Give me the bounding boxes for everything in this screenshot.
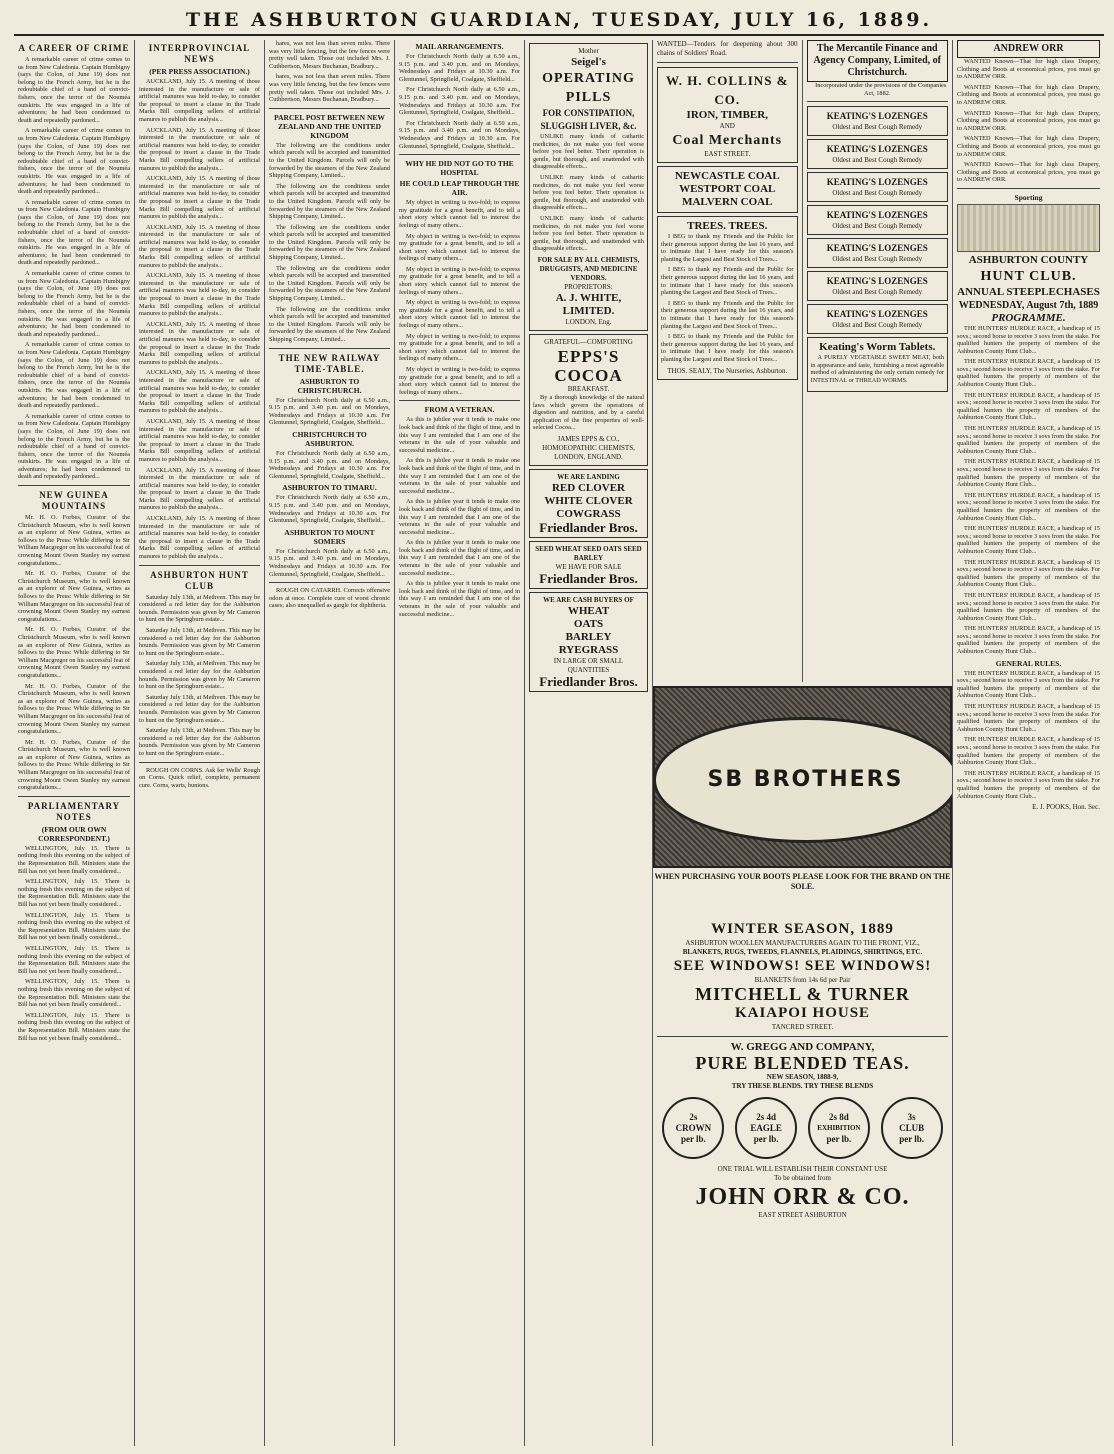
article-subheading: (FROM OUR OWN CORRESPONDENT.) [38, 824, 110, 843]
advert-line: WE ARE LANDING [557, 472, 620, 481]
advert-line: LONDON, Eng. [565, 317, 612, 326]
advert-title: KEATING'S LOZENGES [826, 111, 928, 122]
article-body: AUCKLAND, July 15. A meeting of those interested in the manufacture or sale of artificial manures was held to-day, to consider the proposal to insert a clause in the Trade Marks Bill compelling sellers of artificial manures to publish the analysis... [139, 272, 260, 318]
tea-unit: per lb. [680, 1133, 706, 1144]
column-8 [952, 40, 1104, 1446]
divider [139, 762, 260, 763]
advert-line: NEWCASTLE COAL [674, 170, 780, 182]
advert-title: Friedlander Bros. [539, 673, 638, 689]
article-body: AUCKLAND, July 15. A meeting of those interested in the manufacture or sale of artificial manures was held to-day, to consider the proposal to insert a clause in the Trade Marks Bill compelling sellers of artificial manures to publish the analysis... [139, 417, 260, 463]
advert-body: WANTED Known—That for high class Drapery, Clothing and Boots at economical prices, you must go to ANDREW ORR. [957, 83, 1100, 106]
article-body: The following are the conditions under which parcels will be accepted and transmitted to the United Kingdom. Parcels will only be forwarded by the steamers of the New Zealand Shipping Company, Limited... [269, 223, 390, 262]
tea-blends [657, 1097, 948, 1159]
article-body: My object in writing is two-fold; to express my gratitude for a great benefit, and to tell a short story which cannot fail to interest the feelings of many others... [399, 332, 520, 363]
mitchell-turner-title: MITCHELL & TURNER [695, 984, 910, 1004]
advert-line: Mother [578, 47, 599, 55]
advert-line: BARLEY [565, 630, 612, 643]
right-top [653, 40, 952, 682]
article-body: AUCKLAND, July 15. A meeting of those interested in the manufacture or sale of artificial manures was held to-day, to consider the proposal to insert a clause in the Trade Marks Bill compelling sellers of artificial manures to publish the analysis... [139, 320, 260, 366]
advert-line: WANTED—Tenders for deepening about 300 chains of Soldiers' Road. [657, 40, 798, 57]
keating-advert [807, 304, 949, 334]
timetable-heading: ASHBURTON TO MOUNT SOMERS [284, 527, 375, 546]
advert-body: UNLIKE many kinds of cathartic medicines, do not make you feel worse before you feel better. Their operation is gentle, but thorough, and unattended with disagreeable effects... [533, 214, 644, 253]
divider [957, 188, 1100, 189]
tea-name: CLUB [899, 1122, 925, 1133]
timetable-body: For Christchurch North daily at 6.50 a.m., 9.15 p.m. and 3.40 p.m. and on Mondays, Wednesdays and Fridays at 10.30 a.m. For Glentunnel, Springfield, Coalgate, Sheffield... [269, 494, 390, 525]
hunt-club-line: ASHBURTON COUNTY [968, 253, 1089, 266]
advert-body: Incorporated under the provisions of the Companies Act, 1882. [815, 82, 947, 97]
advert-line: NEW SEASON, 1888-9, [766, 1073, 839, 1081]
advert-title: Friedlander Bros. [539, 519, 638, 535]
advert-line: Seigel's [571, 56, 606, 68]
article-body: WELLINGTON, July 15. There is nothing fresh this evening on the subject of the Representation Bill. Ministers state the Bill has not yet been finally considered... [18, 978, 130, 1009]
programme-body: THE HUNTERS' HURDLE RACE, a handicap of 15 sovs.; second horse to receive 3 sovs from the stake. For qualified hunters the property of members of the Ashburton County Hunt Club... [957, 391, 1100, 422]
section-heading: Sporting [1014, 192, 1043, 202]
article-body: Mr. H. O. Forbes, Curator of the Christchurch Museum, who is well known as an explorer of New Guinea, writes as follows to the Press: While differing to Sir William Macgregor on his successful feat of crowning Mount Owen Stanley my earnest congratulations... [18, 570, 130, 623]
divider [269, 108, 390, 109]
advert-body: WANTED Known—That for high class Drapery, Clothing and Boots at economical prices, you must go to ANDREW ORR. [957, 135, 1100, 158]
programme-body: THE HUNTERS' HURDLE RACE, a handicap of 15 sovs.; second horse to receive 3 sovs from the stake. For qualified hunters the property of members of the Ashburton County Hunt Club... [957, 625, 1100, 656]
advert-body: A PURELY VEGETABLE SWEET MEAT, both in appearance and taste, furnishing a most agreeable method of administering the only certain remedy for INTESTINAL or THREAD WORMS. [810, 354, 944, 384]
advert-line: TANCRED STREET. [771, 1023, 834, 1031]
coal-advert [657, 166, 798, 213]
programme-body: THE HUNTERS' HURDLE RACE, a handicap of 15 sovs.; second horse to receive 3 sovs from the stake. For qualified hunters the property of members of the Ashburton County Hunt Club... [957, 736, 1100, 767]
advert-body: WANTED Known—That for high class Drapery, Clothing and Boots at economical prices, you must go to ANDREW ORR. [957, 58, 1100, 81]
epps-cocoa-advert [529, 334, 648, 466]
article-heading: INTERPROVINCIAL NEWS [148, 43, 251, 64]
article-subheading: (PER PRESS ASSOCIATION.) [149, 67, 250, 76]
advert-body: I BEG to thank my Friends and the Public for their generous support during the last 16 years, and to intimate that I have ready for this season's planting the Largest and Best Stock of Trees... [661, 233, 794, 263]
article-body: WELLINGTON, July 15. There is nothing fresh this evening on the subject of the Representation Bill. Ministers state the Bill has not yet been finally considered... [18, 1011, 130, 1042]
article-body: As this is jubilee year it tends to make one look back and think of the flight of time, and in this way I am reminded that I am one of the veterans in the sale of your valuable and successful medicine... [399, 457, 520, 495]
hunt-club-title: HUNT CLUB. [980, 268, 1077, 284]
article-body: A remarkable career of crime comes to us from New Caledonia. Captain Humbigny (says the Colon, of June 19) does not belong to the French Army, but he is the redoubtable chief of a band of convict-fishers, once the terror of the Nouméa outskirts. He was engaged in a life of adventures; he had been condemned to death and repeatedly pardoned... [18, 127, 130, 196]
programme-body: THE HUNTERS' HURDLE RACE, a handicap of 15 sovs.; second horse to receive 3 sovs from the stake. For qualified hunters the property of members of the Ashburton County Hunt Club... [957, 324, 1100, 355]
article-body: WELLINGTON, July 15. There is nothing fresh this evening on the subject of the Representation Bill. Ministers state the Bill has not yet been finally considered... [18, 878, 130, 908]
advert-line: ONE TRIAL WILL ESTABLISH THEIR CONSTANT USE [717, 1165, 888, 1173]
hunt-illustration [957, 204, 1100, 252]
article-body: For Christchurch North daily at 6.50 a.m., 9.15 p.m. and 3.40 p.m. and on Mondays, Wednesdays and Fridays at 10.30 a.m. For Glentunnel, Springfield, Coalgate, Sheffield... [399, 86, 520, 117]
article-body: Mr. H. O. Forbes, Curator of the Christchurch Museum, who is well known as an explorer of New Guinea, writes as follows to the Press: While differing to Sir William Macgregor on his successful feat of crowning Mount Owen Stanley my earnest congratulations... [18, 514, 130, 567]
advert-line: THOS. SEALY, The Nurseries, Ashburton. [667, 366, 788, 375]
divider [18, 796, 130, 797]
article-body: AUCKLAND, July 15. A meeting of those interested in the manufacture or sale of artificial manures was held to-day, to consider the proposal to insert a clause in the Trade Marks Bill compelling sellers of artificial manures to publish the analysis... [139, 223, 260, 269]
article-heading: FROM A VETERAN. [424, 405, 495, 415]
programme-body: THE HUNTERS' HURDLE RACE, a handicap of 15 sovs.; second horse to receive 3 sovs from the stake. For qualified hunters the property of members of the Ashburton County Hunt Club... [957, 769, 1100, 800]
article-heading: WHY HE DID NOT GO TO THE HOSPITAL [405, 159, 514, 178]
article-body: As this is jubilee year it tends to make one look back and think of the flight of time, and in this way I am reminded that I am one of the veterans in the sale of your valuable and successful medicine... [399, 498, 520, 536]
advert-line: WHITE CLOVER [544, 494, 633, 507]
advert-title: ANDREW ORR [957, 40, 1100, 58]
article-body: A remarkable career of crime comes to us from New Caledonia. Captain Humbigny (says the Colon, of June 19) does not belong to the French Army, but he is the redoubtable chief of a band of convict-fishers, once the terror of the Nouméa outskirts. He was engaged in a life of adventures; he had been condemned to death and repeatedly pardoned... [18, 341, 130, 410]
advert-line: COWGRASS [556, 507, 621, 520]
advert-body: I BEG to thank my Friends and the Public for their generous support during the last 16 years, and to intimate that I have ready for this season's planting the Largest and Best Stock of Trees... [661, 333, 794, 363]
advert-title: KEATING'S LOZENGES [826, 243, 928, 254]
columns [14, 40, 1104, 1446]
advert-title: KEATING'S LOZENGES [826, 276, 928, 287]
divider [269, 582, 390, 583]
advert-line: JAMES EPPS & CO., HOMOEOPATHIC CHEMISTS, LONDON, ENGLAND. [542, 434, 635, 461]
programme-body: THE HUNTERS' HURDLE RACE, a handicap of 15 sovs.; second horse to receive 3 sovs from the stake. For qualified hunters the property of members of the Ashburton County Hunt Club... [957, 358, 1100, 389]
advert-line: TRY THESE BLENDS. TRY THESE BLENDS [731, 1082, 874, 1090]
advert-line: EAST STREET. [704, 150, 751, 158]
advert-line: MALVERN COAL [682, 196, 773, 208]
winter-season-title: WINTER SEASON, 1889 [711, 921, 894, 937]
article-body: WELLINGTON, July 15. There is nothing fresh this evening on the subject of the Representation Bill. Ministers state the Bill has not yet been finally considered... [18, 944, 130, 975]
advert-line: Oldest and Best Cough Remedy [832, 222, 923, 231]
advert-line: Oldest and Best Cough Remedy [832, 156, 923, 165]
keating-advert [807, 106, 949, 136]
keating-advert [807, 238, 949, 268]
advert-line: IRON, TIMBER, [686, 109, 768, 121]
advert-line: A. J. WHITE, LIMITED. [555, 291, 622, 317]
advert-line: WE ARE CASH BUYERS OF [543, 595, 634, 604]
article-body: A remarkable career of crime comes to us from New Caledonia. Captain Humbigny (says the Colon, of June 19) does not belong to the French Army, but he is the redoubtable chief of a band of convict-fishers, once the terror of the Nouméa outskirts. He was engaged in a life of adventures; he had been condemned to death and repeatedly pardoned... [18, 198, 130, 267]
advert-line: BREAKFAST. [567, 384, 610, 393]
article-body: Saturday July 13th, at Methven. This may be considered a red letter day for the Ashburton hounds. Permission was given by Mr Cameron to hunt on the Springburn estate... [139, 593, 260, 624]
timetable-body: For Christchurch North daily at 6.50 a.m., 9.15 p.m. and 3.40 p.m. and on Mondays, Wednesdays and Fridays at 10.30 a.m. For Glentunnel, Springfield, Coalgate, Sheffield... [269, 547, 390, 578]
advert-title: OPERATING PILLS [542, 71, 635, 105]
advert-line: To be obtained from [774, 1174, 831, 1182]
tea-blend-badge [662, 1097, 724, 1159]
article-body: hares, was not less than seven miles. There was very little fencing, but the few fences were pretty well taken. Those out included Mrs. J. Cuthbertson, Messrs Buchanan, Bradbury... [269, 73, 390, 104]
advert-line: ASHBURTON WOOLLEN MANUFACTURERS AGAIN TO THE FRONT, VIZ., [685, 939, 920, 947]
teas-title: PURE BLENDED TEAS. [695, 1053, 910, 1073]
tea-name: EAGLE [750, 1122, 782, 1133]
tea-price: 2s 8d [828, 1111, 849, 1122]
article-body: AUCKLAND, July 15. A meeting of those interested in the manufacture or sale of artificial manures was held to-day, to consider the proposal to insert a clause in the Trade Marks Bill compelling sellers of artificial manures to publish the analysis... [139, 78, 260, 123]
tea-blend-badge [735, 1097, 797, 1159]
advert-line: Oldest and Best Cough Remedy [832, 321, 923, 330]
article-body: AUCKLAND, July 15. A meeting of those interested in the manufacture or sale of artificial manures was held to-day, to consider the proposal to insert a clause in the Trade Marks Bill compelling sellers of artificial manures to publish the analysis... [139, 175, 260, 221]
article-body: Mr. H. O. Forbes, Curator of the Christchurch Museum, who is well known as an explorer of New Guinea, writes as follows to the Press: While differing to Sir William Macgregor on his successful feat of crowning Mount Owen Stanley my earnest congratulations... [18, 626, 130, 679]
column-5 [524, 40, 652, 1446]
advert-title: EPPS'S COCOA [554, 346, 623, 385]
programme-body: THE HUNTERS' HURDLE RACE, a handicap of 15 sovs.; second horse to receive 3 sovs from the stake. For qualified hunters the property of members of the Ashburton County Hunt Club... [957, 525, 1100, 555]
cash-buyers-advert [529, 592, 648, 692]
divider [657, 1036, 948, 1037]
advert-line: Oldest and Best Cough Remedy [832, 189, 923, 198]
programme-body: THE HUNTERS' HURDLE RACE, a handicap of 15 sovs.; second horse to receive 3 sovs from the stake. For qualified hunters the property of members of the Ashburton County Hunt Club... [957, 458, 1100, 489]
advert-line: RYEGRASS [558, 643, 619, 656]
article-body: WELLINGTON, July 15. There is nothing fresh this evening on the subject of the Representation Bill. Ministers state the Bill has not yet been finally considered... [18, 911, 130, 942]
tea-blend-badge [881, 1097, 943, 1159]
advert-line: Oldest and Best Cough Remedy [832, 255, 923, 264]
advert-line: WE HAVE FOR SALE [555, 562, 622, 571]
advert-line: FOR SALE BY ALL CHEMISTS, DRUGGISTS, AND MEDICINE VENDORS. [537, 255, 640, 282]
advert-line: FOR CONSTIPATION, SLUGGISH LIVER, &c. [540, 108, 637, 131]
article-body: AUCKLAND, July 15. A meeting of those interested in the manufacture or sale of artificial manures was held to-day, to consider the proposal to insert a clause in the Trade Marks Bill compelling sellers of artificial manures to publish the analysis... [139, 369, 260, 415]
advert-title: Friedlander Bros. [539, 570, 638, 586]
column-3 [264, 40, 394, 1446]
column-7 [803, 40, 953, 682]
seigels-pills-advert [529, 43, 648, 331]
advert-line: W. GREGG AND COMPANY, [730, 1041, 875, 1053]
advert-line: SEED WHEAT SEED OATS SEED BARLEY [535, 544, 642, 562]
tea-price: 2s 4d [756, 1111, 776, 1122]
keating-advert [807, 271, 949, 301]
advert-body: I BEG to thank my Friends and the Public for their generous support during the last 16 years, and to intimate that I have ready for this season's planting the Largest and Best Stock of Trees... [661, 266, 794, 297]
tea-unit: per lb. [899, 1133, 925, 1144]
advert-line: GRATEFUL—COMFORTING [544, 337, 633, 346]
column-2 [134, 40, 264, 1446]
timetable-body: For Christchurch North daily at 6.50 a.m., 9.15 p.m. and 3.40 p.m. and on Mondays, Wednesdays and Fridays at 10.30 a.m. For Glentunnel, Springfield, Coalgate, Sheffield... [269, 449, 390, 480]
article-body: My object in writing is two-fold; to express my gratitude for a great benefit, and to tell a short story which cannot fail to interest the feelings of many others... [399, 299, 520, 330]
seed-wheat-advert [529, 541, 648, 589]
timetable-body: For Christchurch North daily at 6.50 a.m., 9.15 p.m. and 3.40 p.m. and on Mondays, Wednesdays and Fridays at 10.30 a.m. For Glentunnel, Springfield, Coalgate, Sheffield... [269, 396, 390, 427]
john-orr-title: JOHN ORR & CO. [695, 1184, 910, 1210]
advert-title: The Mercantile Finance and Agency Company, Limited, of Christchurch. [807, 40, 949, 82]
advert-body: UNLIKE many kinds of cathartic medicines, do not make you feel worse before you feel better. Their operation is gentle, but thorough, and unattended with disagreeable effects... [533, 133, 644, 171]
tea-price: 3s [907, 1111, 916, 1122]
advert-body: WANTED Known—That for high class Drapery, Clothing and Boots at economical prices, you must go to ANDREW ORR. [957, 109, 1100, 132]
article-body: Saturday July 13th, at Methven. This may be considered a red letter day for the Ashburton hounds. Permission was given by Mr Cameron to hunt on the Springburn estate... [139, 627, 260, 657]
signature-line: E. J. POOKS, Hon. Sec. [1032, 803, 1100, 812]
see-windows-title: SEE WINDOWS! SEE WINDOWS! [673, 958, 932, 974]
advert-line: BLANKETS, RUGS, TWEEDS, FLANNELS, PLAIDINGS, SHIRTINGS, ETC. [682, 948, 923, 956]
advert-line: PROPRIETORS: [564, 282, 613, 291]
advert-line: AND [719, 122, 735, 130]
programme-body: THE HUNTERS' HURDLE RACE, a handicap of 15 sovs.; second horse to receive 3 sovs from the stake. For qualified hunters the property of members of the Ashburton County Hunt Club... [957, 425, 1100, 455]
tea-blend-badge [808, 1097, 870, 1159]
advert-line: WESTPORT COAL [679, 183, 776, 195]
article-body: My object in writing is two-fold; to express my gratitude for a great benefit, and to tell a short story which cannot fail to interest the feelings of many others... [399, 366, 520, 396]
column-4 [394, 40, 524, 1446]
tea-name: CROWN [675, 1122, 712, 1133]
keating-advert [807, 205, 949, 235]
advert-title: KEATING'S LOZENGES [826, 309, 928, 320]
programme-body: THE HUNTERS' HURDLE RACE, a handicap of 15 sovs.; second horse to receive 3 sovs from the stake. For qualified hunters the property of members of the Ashburton County Hunt Club... [957, 558, 1100, 589]
article-body: As this is jubilee year it tends to make one look back and think of the flight of time, and in this way I am reminded that I am one of the veterans in the sale of your valuable and successful medicine... [399, 539, 520, 577]
advert-line: OATS [573, 617, 604, 630]
divider [657, 62, 798, 63]
article-body: My object in writing is two-fold; to express my gratitude for a great benefit, and to tell a short story which cannot fail to interest the feelings of many others... [399, 232, 520, 263]
boot-brand-illustration [653, 686, 952, 868]
kaiapoi-house-title: KAIAPOI HOUSE [734, 1005, 871, 1021]
article-heading: PARCEL POST BETWEEN NEW ZEALAND AND THE UNITED KINGDOM [274, 112, 385, 140]
programme-body: THE HUNTERS' HURDLE RACE, a handicap of 15 sovs.; second horse to receive 3 sovs from the stake. For qualified hunters the property of members of the Ashburton County Hunt Club... [957, 703, 1100, 733]
article-body: A remarkable career of crime comes to us from New Caledonia. Captain Humbigny (says the Colon, of June 19) does not belong to the French Army, but he is the redoubtable chief of a band of convict-fishers, once the terror of the Nouméa outskirts. He was engaged in a life of adventures; he had been condemned to death and repeatedly pardoned... [18, 270, 130, 338]
wide-adverts [652, 920, 952, 1446]
advert-line: RED CLOVER [551, 481, 626, 494]
hunt-club-line: ANNUAL STEEPLECHASES [957, 285, 1100, 298]
collins-advert [657, 67, 798, 163]
divider [269, 348, 390, 349]
boot-caption: WHEN PURCHASING YOUR BOOTS PLEASE LOOK FOR THE BRAND ON THE SOLE. [654, 872, 951, 891]
article-body: A remarkable career of crime comes to us from New Caledonia. Captain Humbigny (says the Colon, of June 19) does not belong to the French Army, but he is the redoubtable chief of a band of convict-fishers, once the terror of the Nouméa outskirts. He was engaged in a life of adventures; he had been condemned to death and repeatedly pardoned... [18, 412, 130, 481]
advert-line: Oldest and Best Cough Remedy [832, 288, 923, 297]
article-body: The following are the conditions under which parcels will be accepted and transmitted to the United Kingdom. Parcels will only be forwarded by the steamers of the New Zealand Shipping Company, Limited... [269, 182, 390, 221]
article-body: Mr. H. O. Forbes, Curator of the Christchurch Museum, who is well known as an explorer of New Guinea, writes as follows to the Press: While differing to Sir William Macgregor on his successful feat of crowning Mount Owen Stanley my earnest congratulations... [18, 682, 130, 736]
advert-title: KEATING'S LOZENGES [826, 144, 928, 155]
clover-seed-advert [529, 469, 648, 538]
advert-body: I BEG to thank my Friends and the Public for their generous support during the last 16 years, and to intimate that I have ready for this season's planting the Largest and Best Stock of Trees... [661, 299, 794, 330]
advert-line: IN LARGE OR SMALL QUANTITIES [553, 656, 624, 674]
advert-body: WANTED Known—That for high class Drapery, Clothing and Boots at economical prices, you must go to ANDREW ORR. [957, 161, 1100, 184]
boot-brand-label: SB BROTHERS [653, 717, 953, 843]
divider [399, 154, 520, 155]
advert-title: KEATING'S LOZENGES [826, 210, 928, 221]
article-heading: A CAREER OF CRIME [18, 43, 130, 53]
tea-unit: per lb. [826, 1133, 852, 1144]
advert-title: TREES. TREES. [687, 220, 768, 232]
divider [807, 101, 949, 102]
advert-title: KEATING'S LOZENGES [826, 177, 928, 188]
article-body: My object in writing is two-fold; to express my gratitude for a great benefit, and to tell a short story which cannot fail to interest the feelings of many others... [399, 199, 520, 229]
article-body: Saturday July 13th, at Methven. This may be considered a red letter day for the Ashburton hounds. Permission was given by Mr Cameron to hunt on the Springburn estate... [139, 660, 260, 691]
article-body: WELLINGTON, July 15. There is nothing fresh this evening on the subject of the Representation Bill. Ministers state the Bill has not yet been finally considered... [18, 844, 130, 875]
programme-body: THE HUNTERS' HURDLE RACE, a handicap of 15 sovs.; second horse to receive 3 sovs from the stake. For qualified hunters the property of members of the Ashburton County Hunt Club... [957, 669, 1100, 700]
advert-body: By a thorough knowledge of the natural laws which govern the operations of digestion and nutrition, and by a careful application of the fine properties of well-selected Cocoa... [533, 393, 644, 432]
advert-body: UNLIKE many kinds of cathartic medicines, do not make you feel worse before you feel better. Their operation is gentle, but thorough, and unattended with disagreeable effects... [533, 173, 644, 212]
rules-heading: GENERAL RULES. [995, 658, 1062, 668]
article-body: hares, was not less than seven miles. There was very little fencing, but the few fences were pretty well taken. Those out included Mrs. J. Cuthbertson, Messrs Buchanan, Bradbury... [269, 40, 390, 70]
advert-line: WHEAT [567, 604, 610, 617]
article-heading: MAIL ARRANGEMENTS. [415, 42, 504, 51]
advert-title: Coal Merchants [672, 133, 783, 148]
column-1 [14, 40, 134, 1446]
article-body: My object in writing is two-fold; to express my gratitude for a great benefit, and to tell a short story which cannot fail to interest the feelings of many others... [399, 265, 520, 296]
advert-title: Keating's Worm Tablets. [819, 341, 936, 354]
article-body: A remarkable career of crime comes to us from New Caledonia. Captain Humbigny (says the Colon, of June 19) does not belong to the French Army, but he is the redoubtable chief of a band of convict-fishers, once the terror of the Nouméa outskirts. He was engaged in a life of adventures; he had been condemned to death and repeatedly pardoned... [18, 56, 130, 124]
tea-name: EXHIBITION [817, 1123, 861, 1132]
article-heading: NEW GUINEA MOUNTAINS [39, 490, 109, 512]
timetable-heading: CHRISTCHURCH TO ASHBURTON. [292, 429, 367, 448]
keating-advert [807, 172, 949, 202]
advert-text: ROUGH ON CORNS. Ask for Wells' Rough on Corns. Quick relief, complete, permanent cure. Corns, warts, bunions. [139, 766, 260, 789]
hunt-club-date: WEDNESDAY, August 7th, 1889 [958, 299, 1099, 311]
article-body: For Christchurch North daily at 6.50 a.m., 9.15 p.m. and 3.40 p.m. and on Mondays, Wednesdays and Fridays at 10.30 a.m. For Glentunnel, Springfield, Coalgate, Sheffield... [399, 53, 520, 83]
article-heading: PARLIAMENTARY NOTES [27, 800, 121, 822]
article-body: The following are the conditions under which parcels will be accepted and transmitted to the United Kingdom. Parcels will only be forwarded by the steamers of the New Zealand Shipping Company, Limited... [269, 264, 390, 303]
article-body: AUCKLAND, July 15. A meeting of those interested in the manufacture or sale of artificial manures was held to-day, to consider the proposal to insert a clause in the Trade Marks Bill compelling sellers of artificial manures to publish the analysis... [139, 466, 260, 512]
article-body: AUCKLAND, July 15. A meeting of those interested in the manufacture or sale of artificial manures was held to-day, to consider the proposal to insert a clause in the Trade Marks Bill compelling sellers of artificial manures to publish the analysis... [139, 126, 260, 172]
divider [18, 485, 130, 486]
article-body: As this is jubilee year it tends to make one look back and think of the flight of time, and in this way I am reminded that I am one of the veterans in the sale of your valuable and successful medicine... [399, 416, 520, 454]
article-body: Mr. H. O. Forbes, Curator of the Christchurch Museum, who is well known as an explorer of New Guinea, writes as follows to the Press: While differing to Sir William Macgregor on his successful feat of crowning Mount Owen Stanley my earnest congratulations... [18, 738, 130, 792]
trees-advert [657, 216, 798, 380]
programme-body: THE HUNTERS' HURDLE RACE, a handicap of 15 sovs.; second horse to receive 3 sovs from the stake. For qualified hunters the property of members of the Ashburton County Hunt Club... [957, 491, 1100, 522]
article-body: The following are the conditions under which parcels will be accepted and transmitted to the United Kingdom. Parcels will only be forwarded by the steamers of the New Zealand Shipping Company, Limited... [269, 141, 390, 180]
programme-heading: PROGRAMME. [991, 311, 1066, 324]
column-6 [653, 40, 803, 682]
article-heading: THE NEW RAILWAY TIME-TABLE. [278, 352, 381, 374]
advert-text: ROUGH ON CATARRH. Corrects offensive odors at once. Complete cure of worst chronic cases; also unequalled as gargle for diphtheria. [269, 587, 390, 610]
keating-worm-advert [807, 337, 949, 391]
keating-advert [807, 139, 949, 169]
article-heading: ASHBURTON HUNT CLUB [150, 569, 249, 591]
article-subheading: HE COULD LEAP THROUGH THE AIR. [399, 179, 520, 198]
article-body: For Christchurch North daily at 6.50 a.m., 9.15 p.m. and 3.40 p.m. and on Mondays, Wednesdays and Fridays at 10.30 a.m. For Glentunnel, Springfield, Coalgate, Sheffield... [399, 119, 520, 150]
programme-body: THE HUNTERS' HURDLE RACE, a handicap of 15 sovs.; second horse to receive 3 sovs from the stake. For qualified hunters the property of members of the Ashburton County Hunt Club... [957, 591, 1100, 622]
divider [399, 400, 520, 401]
tea-price: 2s [689, 1111, 698, 1122]
article-body: Saturday July 13th, at Methven. This may be considered a red letter day for the Ashburton hounds. Permission was given by Mr Cameron to hunt on the Springburn estate... [139, 727, 260, 757]
article-body: Saturday July 13th, at Methven. This may be considered a red letter day for the Ashburton hounds. Permission was given by Mr Cameron to hunt on the Springburn estate... [139, 693, 260, 724]
advert-line: EAST STREET ASHBURTON [758, 1211, 847, 1219]
tea-unit: per lb. [753, 1133, 779, 1144]
timetable-heading: ASHBURTON TO TIMARU. [282, 483, 377, 493]
advert-line: Oldest and Best Cough Remedy [832, 123, 923, 132]
article-body: As this is jubilee year it tends to make one look back and think of the flight of time, and in this way I am reminded that I am one of the veterans in the sale of your valuable and successful medicine... [399, 580, 520, 618]
article-body: The following are the conditions under which parcels will be accepted and transmitted to the United Kingdom. Parcels will only be forwarded by the steamers of the New Zealand Shipping Company, Limited... [269, 305, 390, 343]
masthead: THE ASHBURTON GUARDIAN, TUESDAY, JULY 16, 1889. [14, 6, 1104, 36]
advert-line: BLANKETS from 14s 6d per Pair [754, 976, 851, 984]
article-body: AUCKLAND, July 15. A meeting of those interested in the manufacture or sale of artificial manures was held to-day, to consider the proposal to insert a clause in the Trade Marks Bill compelling sellers of artificial manures to publish the analysis... [139, 515, 260, 561]
timetable-heading: ASHBURTON TO CHRISTCHURCH. [297, 376, 362, 395]
advert-title: W. H. COLLINS & CO. [665, 73, 789, 107]
divider [139, 565, 260, 566]
